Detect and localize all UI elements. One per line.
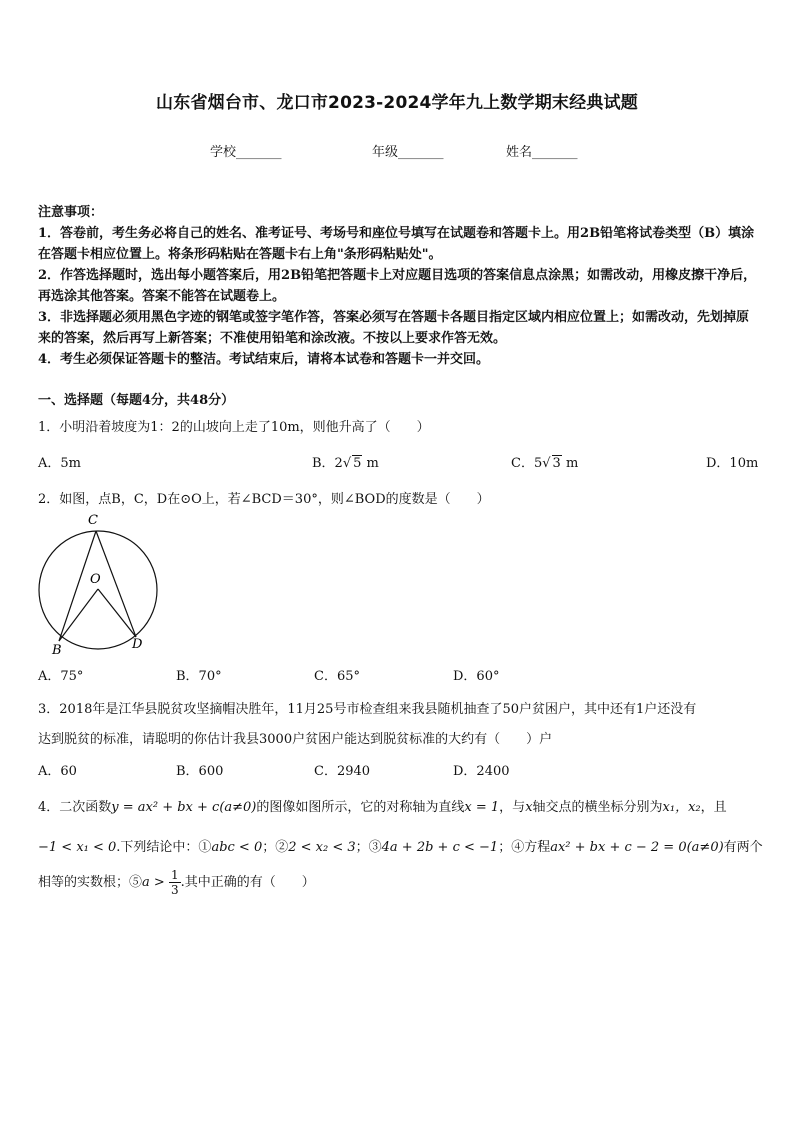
sqrt-sign: √ 5 [342, 456, 362, 471]
q1-b-radicand: 5 [353, 456, 362, 471]
page-title: 山东省烟台市、龙口市2023-2024学年九上数学期末经典试题 [156, 93, 638, 113]
segment-cd [96, 531, 136, 637]
label-c: C [88, 513, 98, 528]
label-o: O [90, 572, 101, 587]
q1-c-unit: m [565, 456, 579, 471]
q4-text: 有两个 [723, 840, 763, 855]
sqrt-sign: √ 3 [542, 456, 561, 471]
note-item: 1．答卷前，考生务必将自己的姓名、准考证号、考场号和座位号填写在试题卷和答题卡上。用2B铅笔将试卷类型（B）填涂在答题卡相应位置上。将条形码粘贴在答题卡右上角"条形码粘贴处"。 [38, 226, 755, 262]
q4-formula: y = ax² + bx + c(a≠0) [111, 800, 257, 815]
question-4-line-1 [38, 796, 727, 815]
q4-text: ，且 [700, 800, 727, 815]
q4-formula: −1 < x₁ < 0 [38, 840, 117, 855]
question-3-line-1: 3．2018年是江华县脱贫攻坚摘帽决胜年，11月25号市检查组来我县随机抽查了50户贫困户，其中还有1户还没有 [38, 702, 697, 717]
question-2-stem: 2．如图，点B，C，D在⊙O上，若∠BCD＝30°，则∠BOD的度数是（ ） [38, 492, 490, 507]
q4-formula: ax² + bx + c − 2 = 0(a≠0) [550, 840, 724, 855]
q4-formula: x = 1 [464, 800, 500, 815]
label-b: B [52, 643, 62, 658]
q4-text: ，与 [499, 800, 526, 815]
label-d: D [132, 637, 143, 652]
q1-option-c [511, 452, 578, 471]
q1-option-a: A．5m [38, 456, 81, 471]
q2-option-d: D．60° [453, 669, 500, 684]
section-heading: 一、选择题（每题4分，共48分） [38, 393, 235, 408]
note-item: 3．非选择题必须用黑色字迹的钢笔或签字笔作答，答案必须写在答题卡各题目指定区域内相应位置上；如需改动，先划掉原来的答案，然后再写上新答案；不准使用铅笔和涂改液。不按以上要求作答无效。 [38, 310, 750, 346]
q1-c-coef: C．5 [511, 456, 543, 471]
notes-heading: 注意事项： [38, 205, 104, 220]
q2-option-a: A．75° [38, 669, 84, 684]
segment-ob [59, 589, 98, 641]
note-item: 4．考生必须保证答题卡的整洁。考试结束后，请将本试卷和答题卡一并交回。 [38, 352, 490, 367]
question-4-line-3 [38, 868, 315, 897]
q3-option-d: D．2400 [453, 764, 510, 779]
q4-formula: x₁，x₂ [662, 800, 701, 815]
grade-field: 年级_______ [372, 145, 444, 160]
q3-option-b: B．600 [176, 764, 224, 779]
circle-figure [30, 508, 170, 658]
q2-option-b: B．70° [176, 669, 222, 684]
q3-option-a: A．60 [38, 764, 77, 779]
fraction-denominator: 3 [170, 883, 179, 897]
question-4-line-2 [38, 836, 763, 855]
q4-text: 相等的实数根；⑤ [38, 875, 143, 890]
fraction-numerator: 1 [170, 868, 179, 882]
q4-text: 轴交点的横坐标分别为 [532, 800, 663, 815]
q4-formula: 2 < x₂ < 3 [288, 840, 356, 855]
q3-option-c: C．2940 [314, 764, 371, 779]
q4-text: 4．二次函数 [38, 800, 112, 815]
notes-block [38, 202, 760, 370]
q4-formula: 4a + 2b + c < −1 [381, 840, 499, 855]
school-field: 学校_______ [210, 145, 282, 160]
q4-formula: a > [142, 875, 165, 890]
q1-b-unit: m [366, 456, 379, 471]
q1-option-d: D．10m [706, 456, 759, 471]
q1-option-b [312, 452, 379, 471]
question-3-line-2: 达到脱贫的标准，请聪明的你估计我县3000户贫困户能达到脱贫标准的大约有（ ）户 [38, 732, 553, 747]
q4-text: 的图像如图所示，它的对称轴为直线 [256, 800, 465, 815]
fraction [169, 868, 181, 897]
q4-text: ；③ [355, 840, 382, 855]
q4-formula: x [525, 800, 533, 815]
q4-text: ；② [262, 840, 289, 855]
q1-b-coef: B．2 [312, 456, 343, 471]
q4-text: .下列结论中：① [116, 840, 212, 855]
q4-text: ；④方程 [498, 840, 551, 855]
segment-od [98, 589, 136, 637]
name-field: 姓名_______ [506, 145, 578, 160]
note-item: 2．作答选择题时，选出每小题答案后，用2B铅笔把答题卡上对应题目选项的答案信息点涂黑；如需改动，用橡皮擦干净后，再选涂其他答案。答案不能答在试题卷上。 [38, 268, 757, 304]
q4-formula: abc < 0 [211, 840, 263, 855]
question-1-stem: 1．小明沿着坡度为1：2的山坡向上走了10m，则他升高了（ ） [38, 420, 430, 435]
q4-text: .其中正确的有（ ） [180, 875, 315, 890]
q2-option-c: C．65° [314, 669, 360, 684]
q1-c-radicand: 3 [552, 456, 561, 471]
